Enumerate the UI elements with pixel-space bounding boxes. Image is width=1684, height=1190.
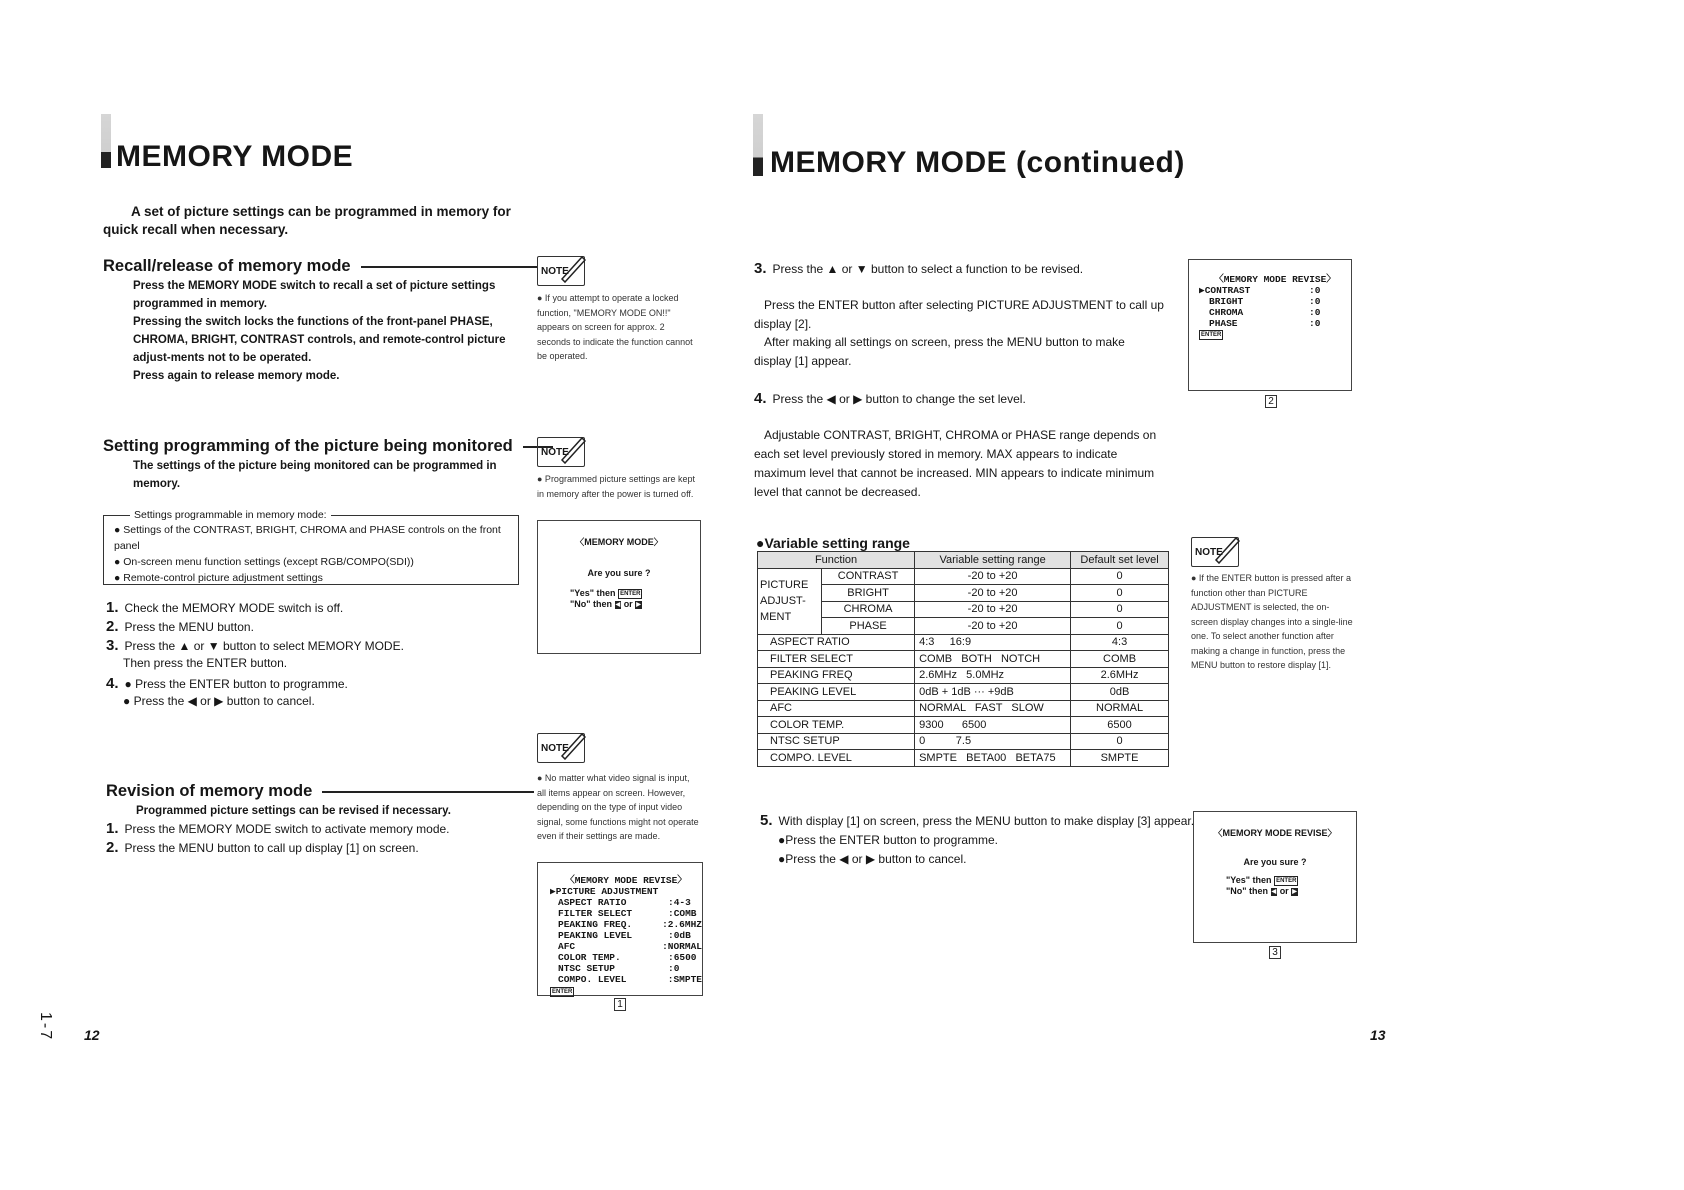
screen-display-2: 〈MEMORY MODE REVISE〉 ▶CONTRAST :0 BRIGHT :0 CHROMA :0 PHASE :0 ENTER	[1188, 259, 1352, 391]
right-arrow-key-icon: ▶	[636, 601, 641, 608]
table-row: BRIGHT -20 to +20 0	[758, 585, 1169, 602]
revision-step-1: 1. Press the MEMORY MODE switch to activate memory mode.	[106, 820, 450, 837]
right-step-4: 4. Press the ◀ or ▶ button to change the set level.	[754, 390, 1026, 407]
step-5-cancel: ●Press the ◀ or ▶ button to cancel.	[778, 852, 967, 866]
table-row: FILTER SELECT COMB BOTH NOTCH COMB	[758, 651, 1169, 668]
display-number-2: 2	[1265, 395, 1277, 408]
step-4-detail: Adjustable CONTRAST, BRIGHT, CHROMA or PHASE range depends on each set level previously stored in memory. MAX appears to indicate maximum level that cannot be increased. MIN appears to indicate minimum level that cannot be decreased.	[754, 428, 1157, 499]
note-icon: NOTE	[1191, 537, 1239, 567]
right-step-3: 3. Press the ▲ or ▼ button to select a function to be revised.	[754, 260, 1084, 277]
page-number-left: 12	[84, 1027, 100, 1043]
programmable-settings-box: Settings programmable in memory mode: ● Settings of the CONTRAST, BRIGHT, CHROMA and PHASE controls on the front panel ● On-screen menu function settings (except RGB/COMPO(SDI)) ● Remote-control picture adjustment settings	[103, 515, 519, 585]
revision-text: Programmed picture settings can be revised if necessary.	[136, 805, 451, 817]
step-3-detail-b: After making all settings on screen, press the MENU button to make display [1] appear.	[754, 335, 1125, 368]
note-memory-kept: ● Programmed picture settings are kept in memory after the power is turned off.	[537, 474, 696, 499]
step-5-programme: ●Press the ENTER button to programme.	[778, 833, 999, 847]
box-item: ● Settings of the CONTRAST, BRIGHT, CHROMA and PHASE controls on the front panel	[114, 524, 501, 552]
note-enter-button: ● If the ENTER button is pressed after a function other than PICTURE ADJUSTMENT is selected, the on-screen display changes into a single-line one. To select another function after making a change in function, press the MENU button to restore display [1].	[1191, 573, 1353, 670]
step-1: 1. Check the MEMORY MODE switch is off.	[106, 599, 344, 616]
enter-key-icon: ENTER	[1276, 877, 1297, 884]
table-row: PEAKING LEVEL 0dB + 1dB ··· +9dB 0dB	[758, 684, 1169, 701]
left-arrow-key-icon: ◀	[615, 601, 621, 608]
note-video-signal: ● No matter what video signal is input, all items appear on screen. However, depending on the type of input video signal, some functions might not operate even if their settings are made.	[537, 773, 699, 841]
intro-text: A set of picture settings can be programmed in memory for quick recall when necessary.	[103, 204, 511, 237]
recall-text: Press the MEMORY MODE switch to recall a set of picture settings programmed in memory. Pressing the switch locks the functions of the front-panel PHASE, CHROMA, BRIGHT, CONTRAST controls, and remote-control picture adjust-ments not to be operated. Press again to release memory mode.	[133, 280, 506, 382]
page-title-left: MEMORY MODE	[116, 140, 354, 173]
table-row: CHROMA -20 to +20 0	[758, 601, 1169, 618]
step-3: 3. Press the ▲ or ▼ button to select MEMORY MODE.	[106, 637, 404, 654]
table-title: ●Variable setting range	[756, 535, 910, 551]
heading-bar	[101, 114, 111, 168]
section-title-recall: Recall/release of memory mode	[103, 257, 537, 276]
screen-display-1: 〈MEMORY MODE REVISE〉 ▶PICTURE ADJUSTMENT ASPECT RATIO :4-3 FILTER SELECT :COMB PEAKING FREQ. :2.6MHZ PEAKING LEVEL :0dB AFC :NORMAL COLOR TEMP. :6500 NTSC SETUP :0 COMPO. LEVEL :SMPTE ENTER	[537, 862, 703, 996]
note-icon: NOTE	[537, 437, 585, 467]
left-arrow-key-icon: ◀	[1271, 888, 1277, 895]
enter-key-icon: ENTER	[620, 590, 641, 597]
right-arrow-key-icon: ▶	[1292, 888, 1297, 895]
table-row: PHASE -20 to +20 0	[758, 618, 1169, 635]
box-item: ● On-screen menu function settings (except RGB/COMPO(SDI))	[114, 556, 414, 568]
note-icon: NOTE	[537, 733, 585, 763]
step-4-cont: ● Press the ◀ or ▶ button to cancel.	[123, 694, 315, 708]
display-number-3: 3	[1269, 946, 1281, 959]
table-row: AFC NORMAL FAST SLOW NORMAL	[758, 700, 1169, 717]
enter-key-icon: ENTER	[1201, 331, 1222, 338]
revision-step-2: 2. Press the MENU button to call up display [1] on screen.	[106, 839, 419, 856]
setting-text: The settings of the picture being monitored can be programmed in memory.	[133, 460, 497, 490]
step-3-detail-a: Press the ENTER button after selecting PICTURE ADJUSTMENT to call up display [2].	[754, 298, 1164, 331]
note-locked-function: ● If you attempt to operate a locked function, "MEMORY MODE ON!!" appears on screen for approx. 2 seconds to indicate the function cannot be operated.	[537, 293, 693, 361]
section-title-revision: Revision of memory mode	[106, 782, 534, 801]
table-row: COMPO. LEVEL SMPTE BETA00 BETA75 SMPTE	[758, 750, 1169, 767]
step-2: 2. Press the MENU button.	[106, 618, 254, 635]
right-step-5: 5. With display [1] on screen, press the MENU button to make display [3] appear.	[760, 812, 1195, 829]
table-row: PEAKING FREQ 2.6MHz 5.0MHz 2.6MHz	[758, 667, 1169, 684]
step-4: 4. ● Press the ENTER button to programme.	[106, 675, 348, 692]
side-page-label: 1-7	[37, 1012, 54, 1042]
table-row: ASPECT RATIO 4:3 16:9 4:3	[758, 634, 1169, 651]
heading-bar	[753, 114, 763, 176]
table-row: NTSC SETUP 0 7.5 0	[758, 733, 1169, 750]
note-icon: NOTE	[537, 256, 585, 286]
section-title-setting: Setting programming of the picture being monitored	[103, 437, 553, 456]
table-header-row: Function Variable setting range Default set level	[758, 552, 1169, 569]
screen-display-3: 〈MEMORY MODE REVISE〉 Are you sure ? "Yes" then ENTER "No" then ◀ or ▶	[1193, 811, 1357, 943]
table-row: PICTURE ADJUST-MENT CONTRAST -20 to +20 0	[758, 568, 1169, 585]
table-row: COLOR TEMP. 9300 6500 6500	[758, 717, 1169, 734]
variable-setting-table	[757, 551, 1169, 767]
enter-key-icon: ENTER	[552, 988, 573, 995]
page-number-right: 13	[1370, 1027, 1386, 1043]
page-title-right: MEMORY MODE (continued)	[770, 146, 1185, 179]
box-item: ● Remote-control picture adjustment settings	[114, 572, 323, 584]
screen-confirm: 〈MEMORY MODE〉 Are you sure ? "Yes" then ENTER "No" then ◀ or ▶	[537, 520, 701, 654]
display-number-1: 1	[614, 998, 626, 1011]
step-3-cont: Then press the ENTER button.	[123, 656, 288, 670]
